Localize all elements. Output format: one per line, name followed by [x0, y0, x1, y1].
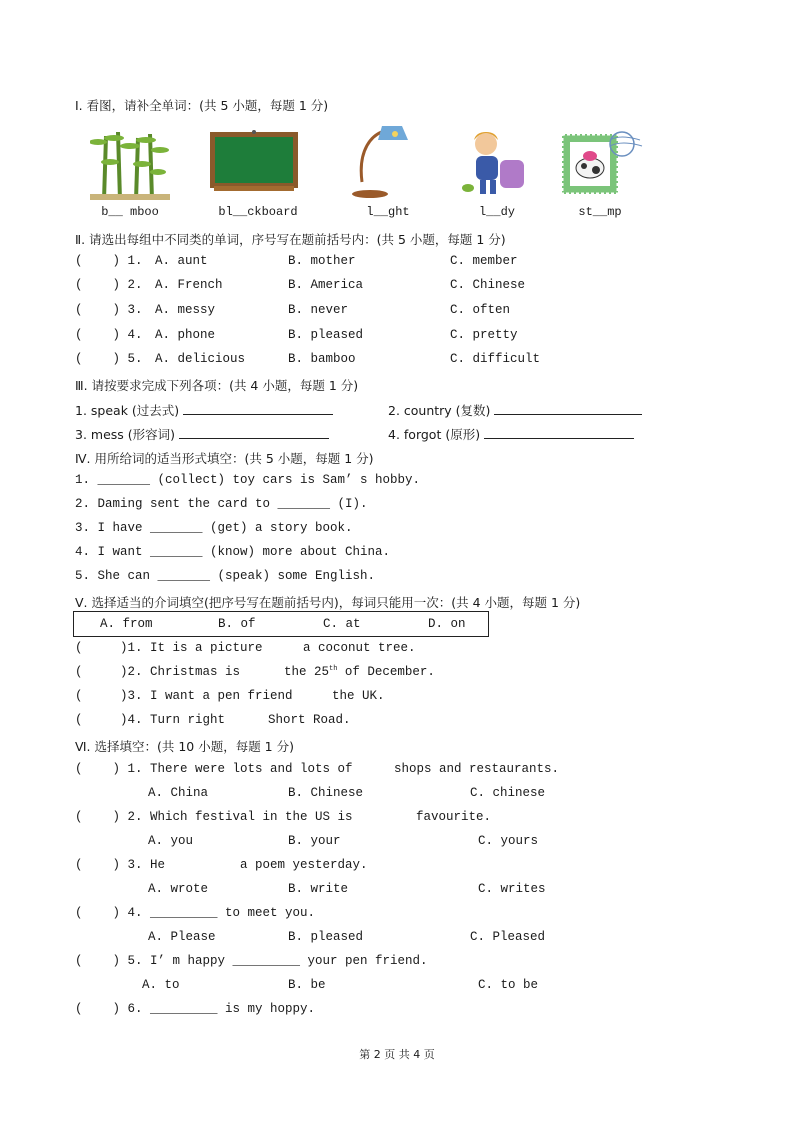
part2-q1-num: ( ) 1. [75, 254, 143, 268]
part6-q1-tail: shops and restaurants. [394, 762, 560, 776]
section-1-title: Ⅰ. 看图，请补全单词：(共 5 小题，每题 1 分) [75, 98, 329, 113]
part2-q5-c: C. difficult [450, 352, 541, 366]
part6-q1-c: C. chinese [470, 786, 546, 800]
part5-q2c: of December. [337, 665, 435, 680]
caption-blackboard: bl__ckboard [218, 205, 298, 219]
part3-q4-blank[interactable] [484, 438, 634, 439]
part6-q3-a: A. wrote [148, 882, 209, 896]
part6-q4-b: B. pleased [288, 930, 364, 944]
blackboard-icon [208, 130, 300, 194]
part5-q1b: a coconut tree. [303, 641, 416, 655]
part6-q3-tail: a poem yesterday. [240, 858, 368, 872]
option-b: B. of [218, 617, 256, 631]
caption-lady: l__dy [478, 205, 515, 219]
part2-q3-a: A. messy [155, 303, 216, 317]
caption-bamboo: b__ mboo [101, 205, 159, 219]
part6-q2-a: A. you [148, 834, 194, 848]
part3-q1-label: 1. speak (过去式) [75, 403, 180, 418]
part6-q5-c: C. to be [478, 978, 539, 992]
part3-q3-label: 3. mess (形容词) [75, 427, 176, 442]
part3-q4-label: 4. forgot (原形) [388, 427, 481, 442]
part6-q1-b: B. Chinese [288, 786, 364, 800]
part2-q5-a: A. delicious [155, 352, 246, 366]
part3-q1-blank[interactable] [183, 414, 333, 415]
part5-q4b: Short Road. [268, 713, 351, 727]
caption-lamp: l__ght [366, 205, 410, 219]
part6-q5-a: A. to [142, 978, 180, 992]
part2-q5-num: ( ) 5. [75, 352, 143, 366]
part6-q1-a: A. China [148, 786, 209, 800]
part2-q4-num: ( ) 4. [75, 328, 143, 342]
part4-q2: 2. Daming sent the card to _______ (I). [75, 497, 368, 511]
part6-q1: ( ) 1. There were lots and lots of [75, 762, 353, 776]
part6-q2-c: C. yours [478, 834, 539, 848]
lady-icon [460, 126, 530, 198]
part2-q2-b: B. America [288, 278, 364, 292]
bamboo-icon [90, 128, 170, 200]
part3-q3-blank[interactable] [179, 438, 329, 439]
part5-q2 [284, 665, 435, 679]
section-2-title: Ⅱ. 请选出每组中不同类的单词，序号写在题前括号内：(共 5 小题，每题 1 分) [75, 232, 506, 247]
part6-q2-b: B. your [288, 834, 341, 848]
option-a: A. from [100, 617, 153, 631]
part4-q3: 3. I have _______ (get) a story book. [75, 521, 353, 535]
part2-q2-a: A. French [155, 278, 223, 292]
part3-q2-blank[interactable] [494, 414, 642, 415]
part2-q1-c: C. member [450, 254, 518, 268]
part6-q3-c: C. writes [478, 882, 546, 896]
part5-q3a: ( )3. I want a pen friend [75, 689, 293, 703]
part6-q6: ( ) 6. _________ is my hoppy. [75, 1002, 316, 1016]
part3-q2-label: 2. country (复数) [388, 403, 491, 418]
part2-q4-c: C. pretty [450, 328, 518, 342]
part5-q2b: the 25 [284, 665, 330, 680]
part6-q4-a: A. Please [148, 930, 216, 944]
part5-q2a: ( )2. Christmas is [75, 665, 241, 679]
part6-q2: ( ) 2. Which festival in the US is [75, 810, 353, 824]
part2-q2-num: ( ) 2. [75, 278, 143, 292]
part2-q1-a: A. aunt [155, 254, 208, 268]
option-c: C. at [323, 617, 361, 631]
part5-q3b: the UK. [332, 689, 385, 703]
section-5-title: Ⅴ. 选择适当的介词填空(把序号写在题前括号内)，每词只能用一次：(共 4 小题，每题 1 分) [75, 595, 581, 610]
part6-q2-tail: favourite. [416, 810, 492, 824]
lamp-icon [350, 122, 414, 200]
part4-q4: 4. I want _______ (know) more about China. [75, 545, 391, 559]
section-3-title: Ⅲ. 请按要求完成下列各项：(共 4 小题，每题 1 分) [75, 378, 359, 393]
part3-q1 [75, 401, 333, 419]
caption-stamp: st__mp [578, 205, 622, 219]
part2-q2-c: C. Chinese [450, 278, 526, 292]
part3-q4 [388, 425, 634, 443]
part5-q2-sup: th [329, 665, 338, 673]
section-6-title: Ⅵ. 选择填空：(共 10 小题，每题 1 分) [75, 739, 294, 754]
part2-q3-num: ( ) 3. [75, 303, 143, 317]
part2-q5-b: B. bamboo [288, 352, 356, 366]
part2-q1-b: B. mother [288, 254, 356, 268]
part2-q3-b: B. never [288, 303, 349, 317]
section-4-title: Ⅳ. 用所给词的适当形式填空：(共 5 小题，每题 1 分) [75, 451, 374, 466]
part6-q5-b: B. be [288, 978, 326, 992]
part6-q3: ( ) 3. He [75, 858, 166, 872]
part3-q3 [75, 425, 329, 443]
part2-q4-b: B. pleased [288, 328, 364, 342]
part6-q4: ( ) 4. _________ to meet you. [75, 906, 316, 920]
part2-q3-c: C. often [450, 303, 511, 317]
part6-q4-c: C. Pleased [470, 930, 546, 944]
page-footer: 第 2 页 共 4 页 [359, 1048, 435, 1061]
part2-q4-a: A. phone [155, 328, 216, 342]
part6-q3-b: B. write [288, 882, 349, 896]
option-d: D. on [428, 617, 466, 631]
part3-q2 [388, 401, 642, 419]
part4-q5: 5. She can _______ (speak) some English. [75, 569, 376, 583]
stamp-icon [560, 128, 644, 198]
part5-q4a: ( )4. Turn right [75, 713, 226, 727]
part5-q1a: ( )1. It is a picture [75, 641, 263, 655]
part4-q1: 1. _______ (collect) toy cars is Sam’ s hobby. [75, 473, 421, 487]
part6-q5: ( ) 5. I’ m happy _________ your pen friend. [75, 954, 428, 968]
